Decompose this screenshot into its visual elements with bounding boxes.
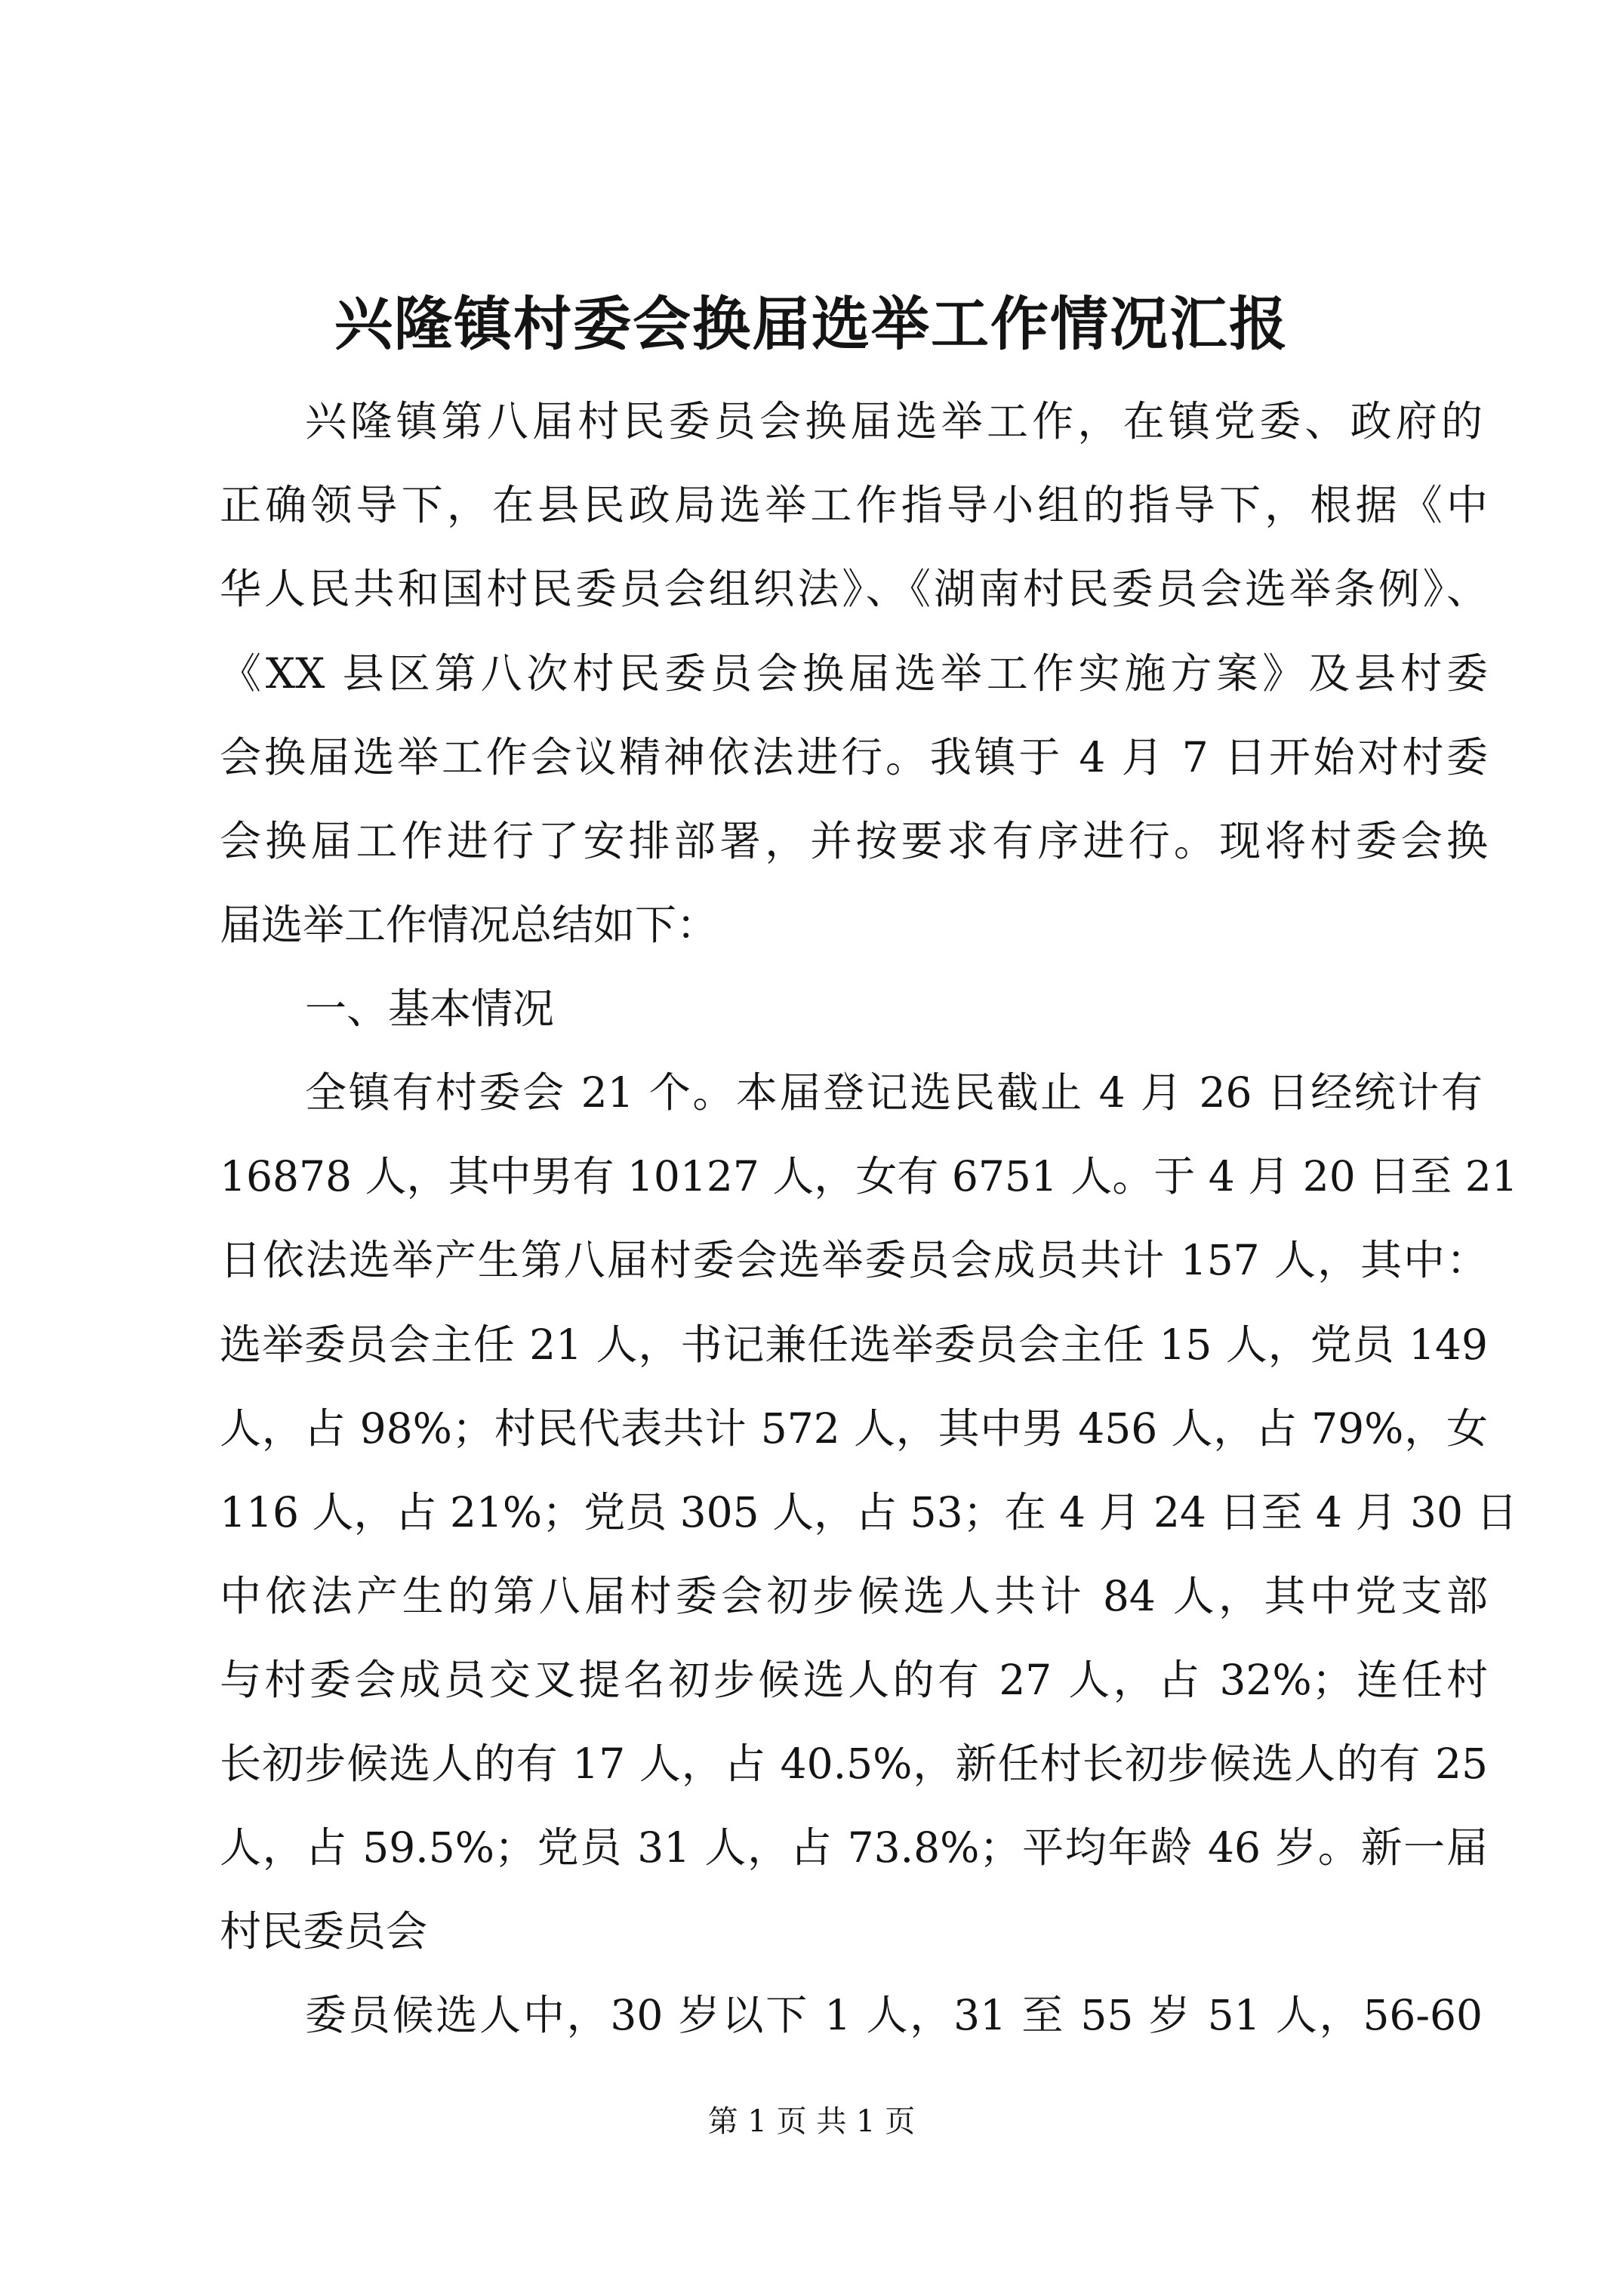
paragraph-line: 人，占 59.5%；党员 31 人，占 73.8%；平均年龄 46 岁。新一届 [220,1823,1489,1872]
document-title: 兴隆镇村委会换届选举工作情况汇报 [334,291,1289,359]
section-heading: 一、基本情况 [305,985,555,1033]
paragraph-line: 届选举工作情况总结如下： [220,901,719,949]
paragraph-line: 选举委员会主任 21 人，书记兼任选举委员会主任 15 人，党员 149 [220,1321,1488,1369]
paragraph-line: 全镇有村委会 21 个。本届登记选民截止 4 月 26 日经统计有 [305,1068,1483,1117]
paragraph-line: 人，占 98%；村民代表共计 572 人，其中男 456 人，占 79%，女 [220,1404,1488,1453]
paragraph-line: 会换届选举工作会议精神依法进行。我镇于 4 月 7 日开始对村委 [220,733,1488,781]
paragraph-line: 中依法产生的第八届村委会初步候选人共计 84 人，其中党支部 [220,1572,1488,1620]
paragraph-line: 《XX 县区第八次村民委员会换届选举工作实施方案》及县村委 [220,649,1488,698]
paragraph-line: 兴隆镇第八届村民委员会换届选举工作，在镇党委、政府的 [305,397,1483,445]
paragraph-line: 会换届工作进行了安排部署，并按要求有序进行。现将村委会换 [220,817,1488,865]
paragraph-line: 日依法选举产生第八届村委会选举委员会成员共计 157 人，其中： [220,1236,1488,1284]
paragraph-line: 116 人，占 21%；党员 305 人，占 53；在 4 月 24 日至 4 月 30 日 [220,1488,1518,1536]
paragraph-line: 正确领导下，在县民政局选举工作指导小组的指导下，根据《中 [220,481,1488,529]
paragraph-line: 16878 人，其中男有 10127 人，女有 6751 人。于 4 月 20 日至 21 [220,1152,1518,1200]
paragraph-line: 委员候选人中，30 岁以下 1 人，31 至 55 岁 51 人，56-60 [305,1991,1483,2039]
page-number-footer: 第 1 页 共 1 页 [707,2104,916,2139]
paragraph-line: 与村委会成员交叉提名初步候选人的有 27 人，占 32%；连任村 [220,1656,1488,1704]
paragraph-line: 村民委员会 [220,1907,428,1955]
paragraph-line: 长初步候选人的有 17 人，占 40.5%，新任村长初步候选人的有 25 [220,1740,1488,1788]
paragraph-line: 华人民共和国村民委员会组织法》、《湖南村民委员会选举条例》、 [220,565,1488,613]
